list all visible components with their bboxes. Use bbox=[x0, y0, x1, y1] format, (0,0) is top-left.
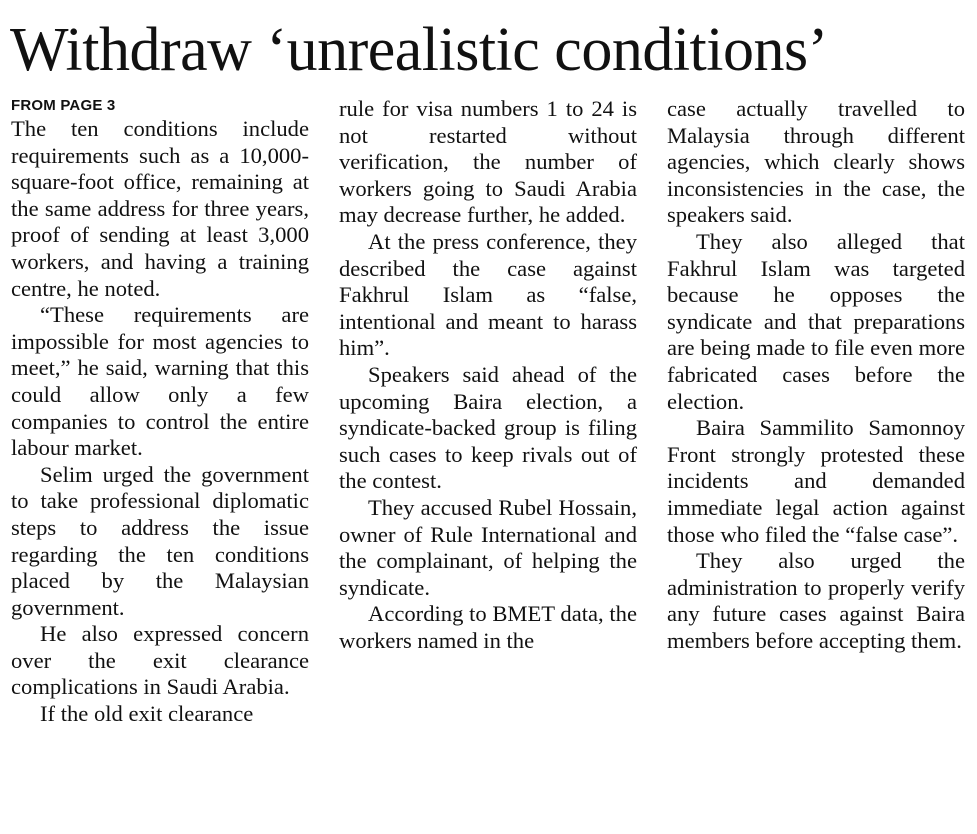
paragraph: The ten conditions include requirements such as a 10,000-square-foot office, remaining at the same address for three years, proof of sending at least 3,000 workers, and having a training centre, he noted. bbox=[11, 116, 309, 301]
paragraph: “These requirements are impossible for most agencies to meet,” he said, warning that this could allow only a few companies to control the entire labour market. bbox=[11, 302, 309, 461]
headline: Withdraw ‘unrealistic conditions’ bbox=[10, 16, 828, 84]
paragraph: Speakers said ahead of the upcoming Baira election, a syndicate-backed group is filing such cases to keep rivals out of the contest. bbox=[339, 361, 637, 494]
paragraph: They also alleged that Fakhrul Islam was targeted because he opposes the syndicate and that preparations are being made to file even more fabricated cases before the election. bbox=[667, 228, 965, 414]
article-column-3 bbox=[667, 96, 965, 654]
article-column-1 bbox=[11, 96, 309, 728]
paragraph: case actually travelled to Malaysia through different agencies, which clearly shows inconsistencies in the case, the speakers said. bbox=[667, 96, 965, 228]
article-column-2 bbox=[339, 96, 637, 654]
paragraph: He also expressed concern over the exit clearance complications in Saudi Arabia. bbox=[11, 621, 309, 700]
continuation-kicker: FROM PAGE 3 bbox=[11, 97, 116, 114]
paragraph: rule for visa numbers 1 to 24 is not restarted without verification, the number of workers going to Saudi Arabia may decrease further, he added. bbox=[339, 96, 637, 228]
paragraph: According to BMET data, the workers named in the bbox=[339, 601, 637, 653]
paragraph: Baira Sammilito Samonnoy Front strongly protested these incidents and demanded immediate legal action against those who filed the “false case”. bbox=[667, 415, 965, 547]
paragraph: At the press conference, they described the case against Fakhrul Islam as “false, intentional and meant to harass him”. bbox=[339, 228, 637, 361]
paragraph: If the old exit clearance bbox=[40, 701, 254, 727]
paragraph: Selim urged the government to take professional diplomatic steps to address the issue regarding the ten conditions placed by the Malaysian government. bbox=[11, 461, 309, 620]
paragraph: They accused Rubel Hossain, owner of Rule International and the complainant, of helping the syndicate. bbox=[339, 494, 637, 600]
paragraph: They also urged the administration to properly verify any future cases against Baira members before accepting them. bbox=[667, 548, 965, 653]
